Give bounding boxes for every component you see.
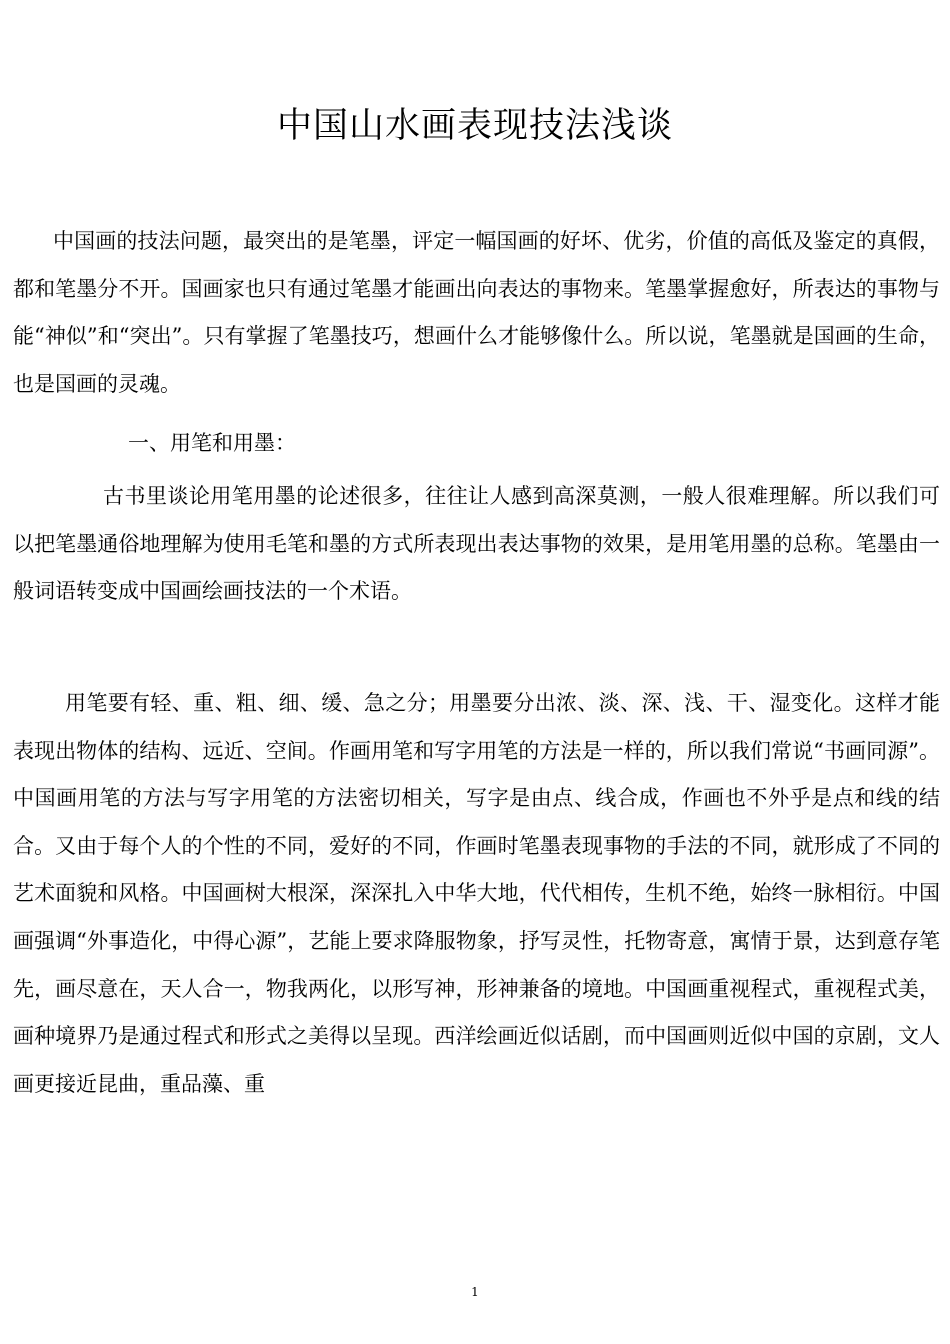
section-heading-1: 一、用笔和用墨： (128, 431, 296, 455)
page-number: 1 (471, 1285, 479, 1299)
document-title: 中国山水画表现技法浅谈 (276, 106, 673, 146)
paragraph-3: 用笔要有轻、重、粗、细、缓、急之分；用墨要分出浓、淡、深、浅、干、湿变化。这样才能表现出物体的结构、远近、空间。作画用笔和写字用笔的方法是一样的，所以我们常说“书画同源”。中国画用笔的方法与写字用笔的方法密切相关，写字是由点、线合成，作画也不外乎是点和线的结合。又由于每个人的个性的不同，爱好的不同，作画时笔墨表现事物的手法的不同，就形成了不同的艺术面貌和风格。中国画树大根深，深深扎入中华大地，代代相传，生机不绝，始终一脉相衍。中国画强调“外事造化，中得心源”，艺能上要求降服物象，抒写灵性，托物寄意，寓情于景，达到意存笔先，画尽意在，天人合一，物我两化，以形写神，形神兼备的境地。中国画重视程式，重视程式美，画种境界乃是通过程式和形式之美得以呈现。西洋绘画近似话剧，而中国画则近似中国的京剧，文人画更接近昆曲，重品藻、重 (13, 691, 940, 1096)
paragraph-1: 中国画的技法问题，最突出的是笔墨，评定一幅国画的好坏、优劣，价值的高低及鉴定的真假，都和笔墨分不开。国画家也只有通过笔墨才能画出向表达的事物来。笔墨掌握愈好，所表达的事物与能“神似”和“突出”。只有掌握了笔墨技巧，想画什么才能够像什么。所以说，笔墨就是国画的生命，也是国画的灵魂。 (13, 229, 940, 396)
paragraph-2: 古书里谈论用笔用墨的论述很多，往往让人感到高深莫测，一般人很难理解。所以我们可以把笔墨通俗地理解为使用毛笔和墨的方式所表现出表达事物的效果，是用笔用墨的总称。笔墨由一般词语转变成中国画绘画技法的一个术语。 (13, 484, 940, 604)
